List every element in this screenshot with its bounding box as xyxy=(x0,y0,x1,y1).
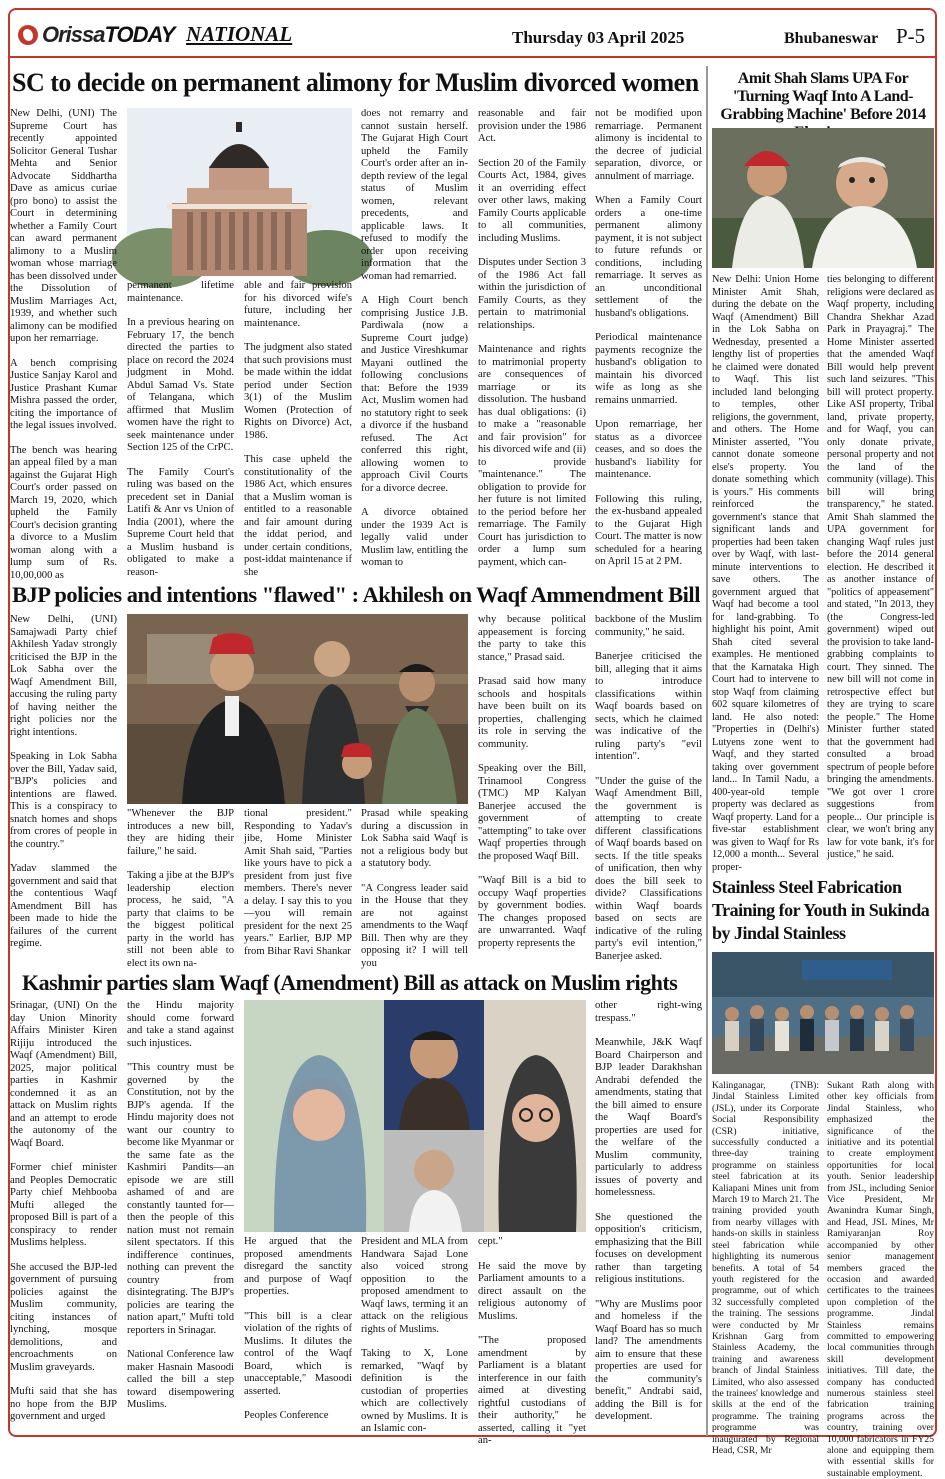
story2-headline: BJP policies and intentions "flawed" : Akhilesh on Waqf Ammendment Bill xyxy=(12,582,700,607)
edition-city: Bhubaneswar xyxy=(784,30,879,47)
story3-col2: the Hindu majority should come forward and take a stand against such injustices. "This country must be governed by the Constitution, not by the BJP's agenda. If the Hindu majority does not want our country to become like Myanmar or the same fate as the Kashmiri Pandits—an episode we are still ashamed of and are constantly taunted for—then the people of this nation must not remain silent spectators. If this indifference continues, nothing can prevent the country from disintegrating. The BJP's policies are tearing the nation apart," Mufti told reporters in Srinagar. National Conference law maker Hasnain Masoodi called the bill a step toward disempowering Muslims. xyxy=(127,1000,234,1410)
story2-col6: backbone of the Muslim community," he said. Banerjee criticised the bill, alleging that it aims to introduce classifications within Waqf boards based on sects, which he claimed was indicative of the ruling party's "evil intention". "Under the guise of the Waqf Amendment Bill, the government is attempting to create different classifications of Waqf boards based on sects. If the title speaks of unification, then why does the bill seek to divide? Classifications within Waqf boards based on sects are indicative of the ruling party's evil intention," Banerjee asked. xyxy=(595,614,702,962)
logo-today: TODAY xyxy=(104,22,175,47)
story2-col1: New Delhi, (UNI) Samajwadi Party chief Akhilesh Yadav strongly criticised the BJP in the Lok Sabha over the Waqf Amendment Bill, accusing the ruling party of having neither the right policies nor the right intentions. Speaking in Lok Sabha over the Bill, Yadav said, "BJP's policies and intentions are flawed. This is a conspiracy to snatch homes and shops from crores of people in the country." Yadav slammed the government and said that the contentious Waqf Amendment Bill has been made to hide the failures of the current regime. xyxy=(10,614,117,949)
story3-col4: President and MLA from Handwara Sajad Lone also voiced strong opposition to the proposed amendment to Waqf laws, terming it an attack on the religious rights of Muslims. Taking to X, Lone remarked, "Waqf by definition is the custodian of properties which are collectively owned by Muslims. It is an Islamic con- xyxy=(361,1236,468,1434)
story5-col2: Sukant Rath along with other key officials from Jindal Stainless, who emphasized the significance of the initiative and its potential to create employment opportunities for local youth. Senior leadership from JSL, including Senior Vice President, Mr Awanindra Kumar Singh, and Head, JSL Mines, Mr Ramiyaranjan Roy accompanied by other senior management members graced the occasion and awarded certificates to the trainees upon completion of the programme. Jindal Stainless remains committed to empowering local communities through skill development initiatives. Till date, the company has conducted numerous stainless steel fabrication training programs across the country, training over 10,000 fabricators in FY25 alone and equipping them with essential skills for sustainable employment. xyxy=(827,1080,934,1479)
story4-col2: ties belonging to different religions were declared as Waqf property, including Chandra Shekhar Azad Park in Prayagraj." The Home Minister asserted that the amended Waqf Bill would help prevent such land seizures. "This bill will protect property. Like ASI property, Tribal land, private property, and for Waqf, you can only donate private, personal property and not the land of the community (village). This bill will bring transparency," he stated. Amit Shah slammed the UPA government for changing Waqf rules just before the 2014 general election. He described it as another instance of "politics of appeasement" and stated, "In 2013, they (the Congress-led government) wiped out the provision to take land-grabbing complaints to court. They sinned. The new bill will not come in retrospective effect but they are trying to scare the people." The Home Minister further stated that the government had consulted a broad spectrum of people before bringing the amendments. "We got over 1 crore suggestions from people... Our principle is clear, we won't bring any law for vote bank, it's for justice," he said. xyxy=(827,274,934,860)
sidebar-divider xyxy=(706,66,708,1436)
masthead xyxy=(10,10,935,58)
section-title: NATIONAL xyxy=(186,22,293,46)
story1-col3: able and fair provision for his divorced wife's future, including her maintenance. The judgment also stated that such provisions must be made within the iddat period under Section 3(1) of the Muslim Women (Protection of Rights on Divorce) Act, 1986. This case upheld the constitutionality of the 1986 Act, which ensures that a Muslim woman is entitled to a reasonable and fair amount during the iddat period, and under certain conditions, post-iddat maintenance if she xyxy=(244,280,352,578)
story2-col4: Prasad while speaking during a discussion in Lok Sabha said Waqf is not a religious body but a statutory body. "A Congress leader said in the House that they are not against amendments to the Waqf Bill. Then why are they opposing it? I will tell you xyxy=(361,808,468,969)
issue-date: Thursday 03 April 2025 xyxy=(512,28,685,47)
supreme-court-photo xyxy=(127,108,352,276)
story3-headline: Kashmir parties slam Waqf (Amendment) Bill as attack on Muslim rights xyxy=(22,970,678,995)
story3-col1: Srinagar, (UNI) On the day Union Minority Affairs Minister Kiren Rijiju introduced the Waqf (Amendment) Bill, 2025, major political parties in Kashmir condemned it as an attack on Muslim rights and an attempt to erode the autonomy of the Waqf Board. Former chief minister and Peoples Democratic Party chief Mehbooba Mufti alleged the proposed Bill is part of a conspiracy to render Muslims helpless. She accused the BJP-led government of pursuing policies against the Muslim community, citing instances of lynching, mosque demolitions, and encroachments on Muslim graveyards. Mufti said that she has no hope from the BJP government and urged xyxy=(10,1000,117,1422)
story1-col1: New Delhi, (UNI) The Supreme Court has recently appointed Solicitor General Tushar Mehta and Senior Advocate Siddhartha Dave as amicus curiae (pro bono) to assist the Court in determining whether a Family Court can award permanent alimony to a Muslim woman whose marriage has been dissolved under the Dissolution of Muslim Marriages Act, 1939, and whether such alimony can be modified upon her remarriage. A bench comprising Justice Sanjay Karol and Justice Prashant Kumar Mishra passed the order, citing the importance of the legal issues involved. The bench was hearing an appeal filed by a man against the Gujarat High Court's order passed on March 19, 2020, which upheld the Family Court's decision granting a divorce to a Muslim woman along with a lump sum of Rs. 10,00,000 as xyxy=(10,108,117,581)
story1-col6: not be modified upon remarriage. Permanent alimony is incidental to the decree of judicial separation, divorce, or annulment of marriage. When a Family Court orders a one-time permanent alimony payment, it is not subject to future refunds or conditions, including remarriage. It serves as an unconditional settlement of the husband's obligations. Periodical maintenance payments recognize the husband's obligation to maintain his divorced wife as long as she remains unmarried. Upon remarriage, her status as a divorcee ceases, and so does the husband's liability for maintenance. Following this ruling, the ex-husband appealed to the Gujarat High Court. The matter is now scheduled for a hearing on April 15 at 2 PM. xyxy=(595,108,702,567)
story2-col5: why because political appeasement is forcing the party to take this stance," Prasad said. Prasad said how many schools and hospitals have been built on its properties, challenging its role in serving the community. Speaking over the Bill, Trinamool Congress (TMC) MP Kalyan Banerjee accused the government of "attempting" to take over Waqf properties through the proposed Waqf Bill. "Waqf Bill is a bid to occupy Waqf properties by government bodies. The changes proposed are unwarranted. Waqf property represents the xyxy=(478,614,586,949)
amit-shah-photo xyxy=(712,128,934,268)
story5-headline: Stainless Steel Fabrication Training for Youth in Sukinda by Jindal Stainless xyxy=(712,877,930,943)
story4-col1: New Delhi: Union Home Minister Amit Shah, during the debate on the Waqf (Amendment) Bill in the Lok Sabha on Wednesday, presented a lengthy list of properties he claimed were donated to Waqf. This list included land belonging to temples, other religions, the government, and others. The Home Minister asserted, "You cannot donate someone else's property. You donate something which is yours." His comments reinforced the government's stance that significant lands and properties had been taken over by Waqf, with last-minute interventions to save others. The government argued that Waqf had become a tool for land-grabbing. To highlight his point, Amit Shah cited several examples. He mentioned that the Karnataka High Court had to intervene to stop Waqf from claiming 602 square kilometres of land. He also noted: "Properties in (Delhi's) Lutyens zone went to Waqf, and they started taking over government land... In Tamil Nadu, a 400-year-old temple property was declared as Waqf property. Land for a five-star establishment was given to Waqf for Rs 12,000 a month... Several proper- xyxy=(712,274,819,873)
story5-col1: Kalinganagar, (TNB): Jindal Stainless Limited (JSL), under its Corporate Social Responsibility (CSR) initiative, successfully conducted a three-day training programme on stainless steel fabrication at its Kaliapani Mines unit from March 19 to March 21. The training provided youth from nearby villages with hands-on skills in stainless steel fabrication while highlighting its numerous benefits. A total of 54 youth registered for the programme, out of which 32 successfully completed the training. The sessions were conducted by Mr Krishnan Garg from Stainless Academy, the training and awareness branch of Jindal Stainless Limited, who also assessed the trainees' knowledge and skills at the end of the programme. The training programme was inaugurated by Regional Head, CSR, Mr xyxy=(712,1080,819,1456)
story1-col4: does not remarry and cannot sustain herself. The Gujarat High Court upheld the Family Court's order after an in-depth review of the legal status of Muslim women, relevant precedents, and applicable laws. It refused to modify the order upon receiving information that the woman had remarried. A High Court bench comprising Justice J.B. Pardiwala (now a Supreme Court judge) and Justice Vireshkumar Mayani outlined the following conclusions that: Before the 1939 Act, Muslim women had no statutory right to seek a divorce if the husband refused. The Act conferred this right, allowing women to approach Civil Courts for a divorce decree. A divorce obtained under the 1939 Act is legally valid under Muslim law, entitling the woman to xyxy=(361,108,468,568)
kashmir-leaders-photo-collage xyxy=(244,1000,586,1232)
akhilesh-yadav-photo xyxy=(127,614,468,804)
story1-headline: SC to decide on permanent alimony for Muslim divorced women xyxy=(12,68,699,97)
page-number: P-5 xyxy=(896,24,926,48)
newspaper-logo[interactable] xyxy=(18,18,174,52)
story3-col5: cept." He said the move by Parliament amounts to a direct assault on the religious autonomy of Muslims. "The proposed amendment by Parliament is a blatant interference in our faith aimed at divesting rightful custodians of their authority," he asserted, calling it "yet an- xyxy=(478,1236,586,1446)
story2-col3: tional president." Responding to Yadav's jibe, Home Minister Amit Shah said, "Parties like yours have to pick a president from just five members. There's never a delay. I say this to you—you will remain president for the next 25 years." Earlier, BJP MP from Bihar Ravi Shankar xyxy=(244,808,352,957)
story1-col2: permanent lifetime maintenance. In a previous hearing on February 17, the bench directed the parties to place on record the 2024 judgment in Mohd. Abdul Samad Vs. State of Telangana, which affirmed that Muslim women have the right to seek maintenance under Section 125 of the CrPC. The Family Court's ruling was based on the precedent set in Danial Latifi & Anr vs Union of India (2001), where the Supreme Court held that a Muslim husband is obligated to make a reason- xyxy=(127,280,234,578)
training-program-photo xyxy=(712,952,934,1074)
story4-headline: Amit Shah Slams UPA For 'Turning Waqf Into A Land-Grabbing Machine' Before 2014 xyxy=(720,70,926,123)
story3-col6: other right-wing trespass." Meanwhile, J&K Waqf Board Chairperson and BJP leader Darakhshan Andrabi defended the amendments, stating that the bill aimed to ensure the Waqf Board's properties are used for the welfare of the Muslim community, particularly to address issues of poverty and homelessness. She questioned the opposition's criticism, emphasizing that the Bill focuses on development rather than targeting religious institutions. "Why are Muslims poor and homeless if the Waqf Board has so much land? The amendments aim to ensure that these properties are used for the community's benefit," Andrabi said, adding the Bill is for development. xyxy=(595,1000,702,1422)
story2-col2: "Whenever the BJP introduces a new bill, they are hiding their failure," he said. Taking a jibe at the BJP's leadership election process, he said, "A party that claims to be the biggest political party in the world has still not been able to elect its own na- xyxy=(127,808,234,969)
logo-emblem-icon xyxy=(18,25,38,45)
story1-col5: reasonable and fair provision under the 1986 Act. Section 20 of the Family Courts Act, 1984, gives it an overriding effect over other laws, making Family Courts applicable to all communities, including Muslims. Disputes under Section 3 of the 1986 Act fall within the jurisdiction of Family Courts, as they pertain to matrimonial relationships. Maintenance and rights to matrimonial property are consequences of marriage or its dissolution. The husband has dual obligations: (i) to make a "reasonable and fair provision" for his divorced wife and (ii) to provide "maintenance." The obligation to provide for her future is not limited to the period before her remarriage. The Family Court has jurisdiction to order a lump sum payment, which can- xyxy=(478,108,586,568)
story3-col3: He argued that the proposed amendments disregard the sanctity and purpose of Waqf properties. "This bill is a clear violation of the rights of Muslims. It dilutes the control of the Waqf Board, which is unacceptable," Masoodi asserted. Peoples Conference xyxy=(244,1236,352,1421)
logo-orissa: Orissa xyxy=(42,22,105,47)
